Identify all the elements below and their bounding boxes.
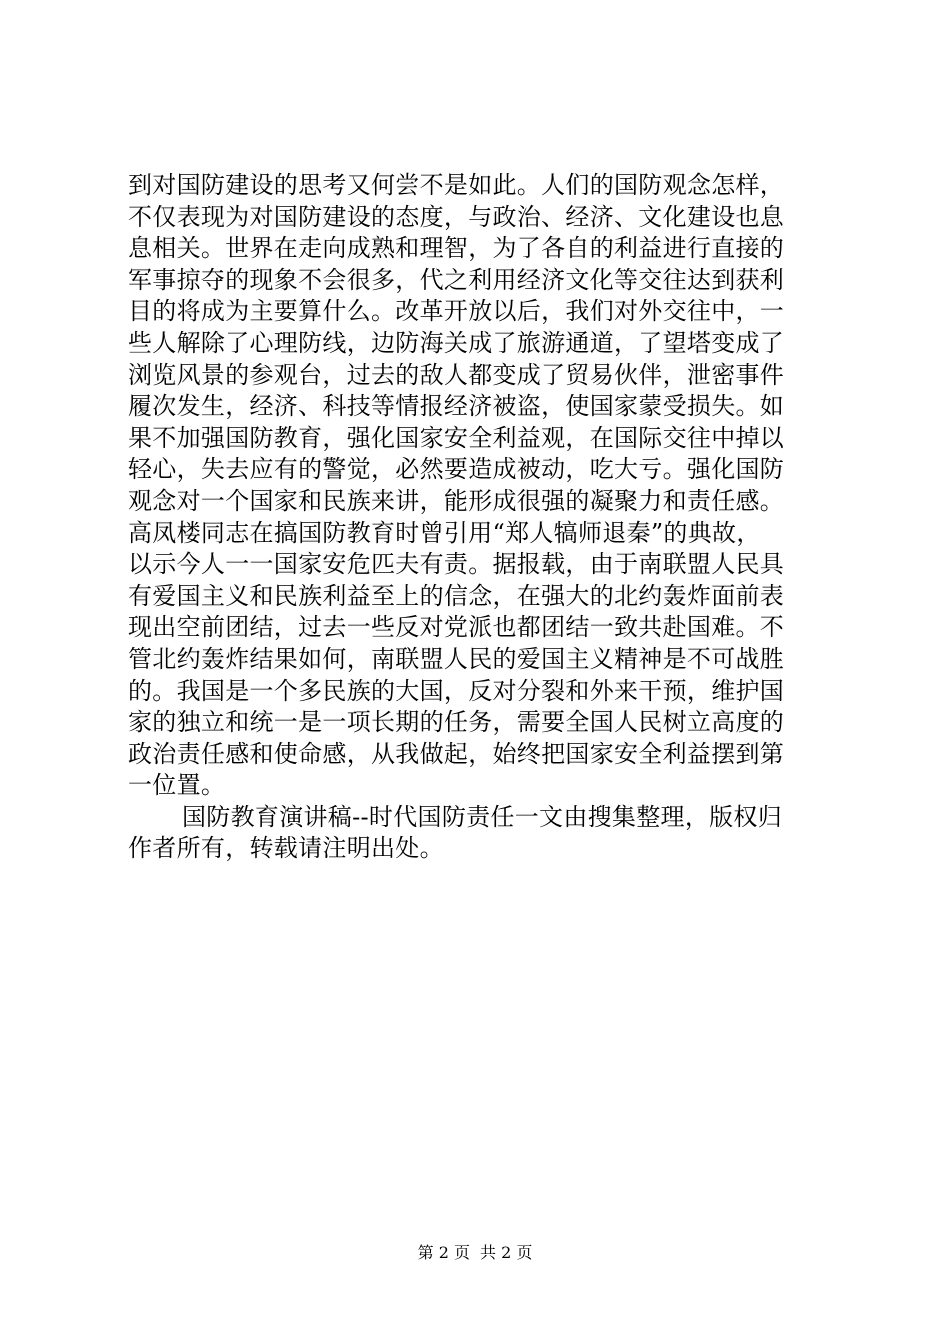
body-line: 观念对一个国家和民族来讲，能形成很强的凝聚力和责任感。 bbox=[128, 486, 785, 515]
body-line: 一位置。 bbox=[128, 771, 226, 800]
body-line: 目的将成为主要算什么。改革开放以后，我们对外交往中，一 bbox=[128, 297, 785, 326]
body-line: 不仅表现为对国防建设的态度，与政治、经济、文化建设也息 bbox=[128, 202, 785, 231]
body-line: 到对国防建设的思考又何尝不是如此。人们的国防观念怎样， bbox=[128, 171, 785, 199]
page-number-current: 第 2 页 bbox=[417, 1243, 470, 1262]
body-line: 果不加强国防教育，强化国家安全利益观，在国际交往中掉以 bbox=[128, 423, 785, 452]
body-line: 有爱国主义和民族利益至上的信念，在强大的北约轰炸面前表 bbox=[128, 581, 785, 610]
body-line: 家的独立和统一是一项长期的任务，需要全国人民树立高度的 bbox=[128, 708, 785, 737]
closing-note-line: 作者所有，转载请注明出处。 bbox=[128, 834, 444, 863]
body-line: 管北约轰炸结果如何，南联盟人民的爱国主义精神是不可战胜 bbox=[128, 644, 785, 673]
body-line: 现出空前团结，过去一些反对党派也都团结一致共赴国难。不 bbox=[128, 613, 785, 642]
body-text bbox=[128, 170, 828, 865]
body-line: 政治责任感和使命感，从我做起，始终把国家安全利益摆到第 bbox=[128, 739, 785, 768]
page-number-total: 共 2 页 bbox=[480, 1243, 533, 1262]
body-line: 的。我国是一个多民族的大国，反对分裂和外来干预，维护国 bbox=[128, 676, 785, 705]
body-line: 轻心，失去应有的警觉，必然要造成被动，吃大亏。强化国防 bbox=[128, 455, 785, 484]
body-line: 浏览风景的参观台，过去的敌人都变成了贸易伙伴，泄密事件 bbox=[128, 360, 785, 389]
body-line: 军事掠夺的现象不会很多，代之利用经济文化等交往达到获利 bbox=[128, 265, 785, 294]
body-line: 些人解除了心理防线，边防海关成了旅游通道，了望塔变成了 bbox=[128, 328, 785, 357]
page-footer bbox=[0, 1243, 950, 1263]
closing-note-line: 国防教育演讲稿--时代国防责任一文由搜集整理，版权归 bbox=[182, 802, 783, 831]
body-line: 息相关。世界在走向成熟和理智，为了各自的利益进行直接的 bbox=[128, 234, 785, 263]
body-line: 履次发生，经济、科技等情报经济被盗，使国家蒙受损失。如 bbox=[128, 392, 785, 421]
body-line: 高凤楼同志在搞国防教育时曾引用“郑人犒师退秦”的典故， bbox=[128, 518, 761, 547]
body-line: 以示今人一一国家安危匹夫有责。据报载，由于南联盟人民具 bbox=[128, 550, 785, 579]
